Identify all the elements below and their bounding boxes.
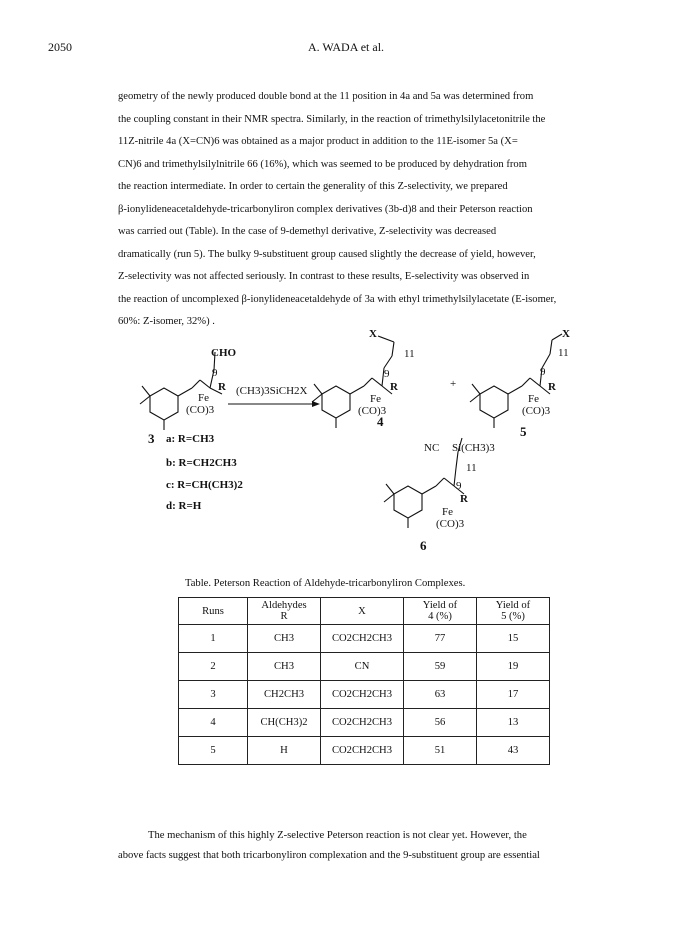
cell-x: CO2CH2CH3 — [321, 625, 404, 653]
label-x: X — [369, 328, 377, 340]
cell-x: CO2CH2CH3 — [321, 681, 404, 709]
label-co3: (CO)3 — [436, 518, 465, 530]
header-x: X — [321, 598, 404, 625]
table-row — [179, 653, 550, 681]
running-title: A. WADA et al. — [307, 40, 385, 54]
label-position-11: 11 — [404, 348, 415, 360]
label-fe: Fe — [528, 393, 539, 405]
cell-x: CO2CH2CH3 — [321, 709, 404, 737]
structure-3 — [140, 352, 222, 430]
label-position-9: 9 — [540, 366, 546, 378]
reagent-label: (CH3)3SiCH2X — [236, 385, 308, 397]
cell-yield-5: 17 — [477, 681, 550, 709]
table-row — [179, 625, 550, 653]
plus-sign: + — [450, 378, 457, 390]
paragraph-line: CN)6 and trimethylsilylnitrile 66 (16%), which was seemed to be produced by dehydration from — [118, 158, 527, 170]
closing-paragraph — [118, 826, 618, 866]
cell-run: 4 — [179, 709, 248, 737]
label-fe: Fe — [370, 393, 381, 405]
cell-yield-4: 63 — [404, 681, 477, 709]
cell-x: CN — [321, 653, 404, 681]
cell-r: CH3 — [248, 625, 321, 653]
table-header-row — [179, 598, 550, 625]
label-x: X — [562, 328, 570, 340]
paragraph-line: 60%: Z-isomer, 32%) . — [118, 316, 215, 327]
yield-table — [178, 597, 550, 765]
label-co3: (CO)3 — [522, 405, 551, 417]
label-r: R — [460, 493, 468, 505]
label-co3: (CO)3 — [358, 405, 387, 417]
label-nc: NC — [424, 442, 440, 454]
paragraph-line: Z-selectivity was not affected seriously. In contrast to these results, E-selectivity was observed in — [118, 271, 530, 282]
label-sime3: Si(CH3)3 — [452, 442, 495, 454]
cell-r: CH2CH3 — [248, 681, 321, 709]
table-row — [179, 709, 550, 737]
paragraph-line: β-ionylideneacetaldehyde-tricarbonyliron complex derivatives (3b-d)8 and their Peterson reaction — [118, 203, 533, 215]
label-position-11: 11 — [466, 462, 477, 474]
substituent-a: a: R=CH3 — [166, 433, 215, 445]
label-r: R — [218, 381, 226, 393]
paragraph-line: the coupling constant in their NMR spectra. Similarly, in the reaction of trimethylsilylacetonitrile the — [118, 113, 546, 125]
paragraph-line: The mechanism of this highly Z-selective Peterson reaction is not clear yet. However, the — [148, 830, 527, 841]
paragraph-line: above facts suggest that both tricarbonyliron complexation and the 9-substituent group are essential — [118, 850, 540, 861]
header-r-label: R — [280, 611, 288, 622]
paragraph-line: the reaction intermediate. In order to certain the generality of this Z-selectivity, we prepared — [118, 181, 508, 192]
substituent-b: b: R=CH2CH3 — [166, 457, 237, 469]
cell-run: 1 — [179, 625, 248, 653]
cell-x: CO2CH2CH3 — [321, 737, 404, 765]
cell-run: 3 — [179, 681, 248, 709]
cell-yield-4: 77 — [404, 625, 477, 653]
header-runs: Runs — [179, 598, 248, 625]
cell-yield-5: 15 — [477, 625, 550, 653]
paragraph-line: was carried out (Table). In the case of 9-demethyl derivative, Z-selectivity was decreased — [118, 226, 497, 237]
cell-yield-4: 56 — [404, 709, 477, 737]
header-yield-5 — [477, 598, 550, 625]
label-position-9: 9 — [384, 368, 390, 380]
page-number: 2050 — [48, 40, 72, 54]
compound-number-5: 5 — [520, 424, 527, 439]
substituent-c: c: R=CH(CH3)2 — [166, 479, 243, 491]
paragraph-line: 11Z-nitrile 4a (X=CN)6 was obtained as a major product in addition to the 11E-isomer 5a (X= — [118, 136, 518, 147]
header-aldehydes — [248, 598, 321, 625]
table-row — [179, 737, 550, 765]
table-caption: Table. Peterson Reaction of Aldehyde-tricarbonyliron Complexes. — [185, 578, 466, 589]
label-position-9: 9 — [212, 367, 218, 379]
header-aldehydes-label: Aldehydes — [261, 600, 307, 611]
cell-yield-5: 43 — [477, 737, 550, 765]
cell-r: H — [248, 737, 321, 765]
label-co3: (CO)3 — [186, 404, 215, 416]
header-yield-label: Yield of — [422, 600, 458, 611]
cell-r: CH3 — [248, 653, 321, 681]
compound-number-3: 3 — [148, 431, 155, 446]
label-position-11: 11 — [558, 347, 569, 359]
cell-run: 2 — [179, 653, 248, 681]
cell-yield-4: 51 — [404, 737, 477, 765]
header-yield-unit: 5 (%) — [501, 611, 525, 622]
compound-number-6: 6 — [420, 538, 427, 553]
substituent-d: d: R=H — [166, 500, 202, 512]
paragraph-line: the reaction of uncomplexed β-ionylideneacetaldehyde of 3a with ethyl trimethylsilylacetate (E-isomer, — [118, 293, 557, 305]
label-cho: CHO — [211, 347, 237, 359]
cell-yield-5: 19 — [477, 653, 550, 681]
header-yield-label: Yield of — [495, 600, 531, 611]
label-position-9: 9 — [456, 480, 462, 492]
cell-yield-5: 13 — [477, 709, 550, 737]
label-fe: Fe — [198, 392, 209, 404]
header-yield-4 — [404, 598, 477, 625]
compound-number-4: 4 — [377, 414, 384, 429]
cell-run: 5 — [179, 737, 248, 765]
cell-r: CH(CH3)2 — [248, 709, 321, 737]
label-r: R — [548, 381, 556, 393]
label-fe: Fe — [442, 506, 453, 518]
paragraph-line: dramatically (run 5). The bulky 9-substituent group caused slightly the decrease of yield, however, — [118, 248, 536, 260]
header-yield-unit: 4 (%) — [428, 611, 452, 622]
cell-yield-4: 59 — [404, 653, 477, 681]
paragraph-line: geometry of the newly produced double bond at the 11 position in 4a and 5a was determined from — [118, 91, 534, 102]
table-row — [179, 681, 550, 709]
label-r: R — [390, 381, 398, 393]
